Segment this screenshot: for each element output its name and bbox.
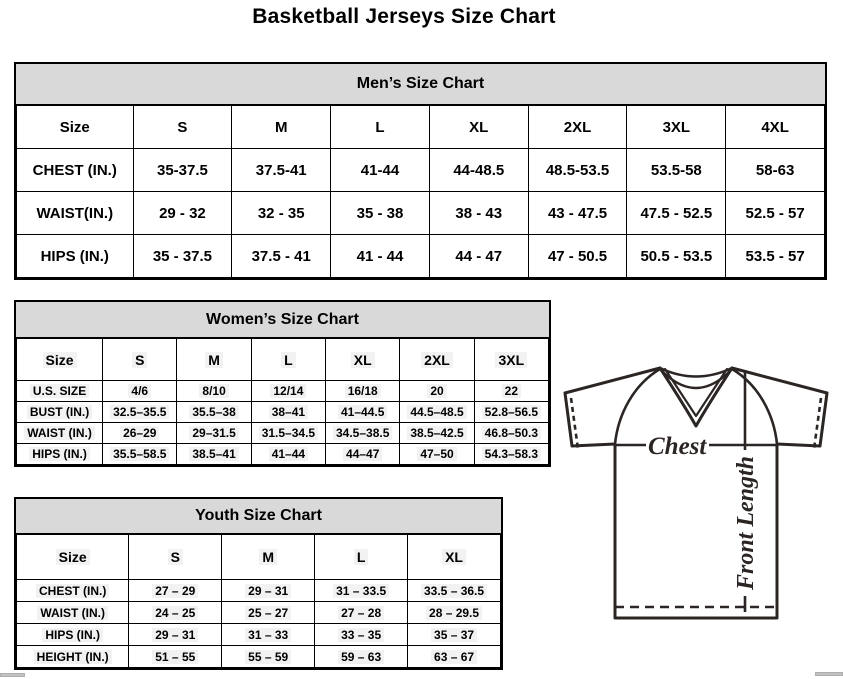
cell-value: 35 - 37.5: [152, 247, 213, 265]
header-row: [17, 339, 549, 381]
column-header-label: Size: [59, 118, 90, 136]
row-label-cell: [17, 624, 129, 646]
womens-size-chart: [14, 300, 551, 467]
cell-value: 55 – 59: [245, 650, 291, 664]
cell-value: 59 – 63: [338, 650, 384, 664]
cell-value: 31 – 33: [245, 628, 291, 642]
cell-value: 24 – 25: [152, 606, 198, 620]
table-cell: [133, 192, 232, 235]
table-cell: [315, 580, 408, 602]
column-header-label: L: [375, 118, 385, 136]
row-label: BUST (IN.): [27, 405, 92, 419]
cell-value: 37.5-41: [255, 161, 307, 179]
cell-value: 44–47: [343, 447, 382, 461]
row-label: CHEST (IN.): [36, 584, 109, 598]
table-row: [17, 580, 501, 602]
table-cell: [103, 423, 177, 444]
scrollbar-thumb-left[interactable]: [0, 673, 25, 677]
row-label-cell: [17, 381, 103, 402]
column-header: [251, 339, 325, 381]
cell-value: 53.5-58: [650, 161, 702, 179]
table-cell: [429, 235, 528, 278]
cell-value: 35.5–38: [189, 405, 238, 419]
table-cell: [232, 192, 331, 235]
table-cell: [103, 444, 177, 465]
cell-value: 37.5 - 41: [251, 247, 311, 265]
cell-value: 25 – 27: [245, 606, 291, 620]
mens-size-table: [16, 105, 825, 278]
cell-value: 52.5 - 57: [745, 204, 805, 222]
dashed-seam-lines: [571, 398, 821, 607]
cell-value: 28 – 29.5: [426, 606, 482, 620]
cell-value: 27 – 29: [152, 584, 198, 598]
table-cell: [133, 149, 232, 192]
table-cell: [315, 602, 408, 624]
table-cell: [133, 235, 232, 278]
column-header-label: 2XL: [563, 118, 592, 136]
table-cell: [528, 149, 627, 192]
table-cell: [251, 423, 325, 444]
youth-table-body: [17, 580, 501, 668]
row-label: WAIST (IN.): [24, 426, 95, 440]
table-cell: [331, 235, 430, 278]
cell-value: 47 - 50.5: [547, 247, 608, 265]
cell-value: 29 – 31: [152, 628, 198, 642]
table-row: [17, 235, 825, 278]
cell-value: 33.5 – 36.5: [421, 584, 487, 598]
column-header: [17, 106, 134, 149]
cell-value: 43 - 47.5: [547, 204, 608, 222]
table-cell: [222, 602, 315, 624]
row-label: CHEST (IN.): [32, 161, 117, 179]
column-header-label: S: [168, 549, 183, 565]
table-cell: [400, 423, 474, 444]
column-header-label: 3XL: [662, 118, 691, 136]
cell-value: 38.5–41: [189, 447, 238, 461]
table-cell: [103, 402, 177, 423]
table-cell: [408, 624, 501, 646]
cell-value: 12/14: [270, 384, 306, 398]
cell-value: 32 - 35: [257, 204, 305, 222]
cell-value: 41–44: [269, 447, 308, 461]
table-cell: [408, 580, 501, 602]
cell-value: 58-63: [755, 161, 795, 179]
cell-value: 8/10: [199, 384, 228, 398]
column-header-label: XL: [351, 352, 375, 368]
column-header-label: Size: [56, 549, 90, 565]
column-header: [129, 535, 222, 580]
column-header: [474, 339, 548, 381]
table-row: [17, 444, 549, 465]
table-row: [17, 646, 501, 668]
column-header: [222, 535, 315, 580]
table-cell: [726, 149, 825, 192]
cell-value: 4/6: [128, 384, 151, 398]
row-label-cell: [17, 423, 103, 444]
table-cell: [726, 235, 825, 278]
womens-table-title: Women’s Size Chart: [16, 302, 549, 338]
table-row: [17, 381, 549, 402]
table-cell: [400, 381, 474, 402]
row-label-cell: [17, 235, 134, 278]
cell-value: 32.5–35.5: [110, 405, 169, 419]
table-cell: [400, 444, 474, 465]
column-header: [400, 339, 474, 381]
cell-value: 51 – 55: [152, 650, 198, 664]
table-cell: [726, 192, 825, 235]
column-header: [133, 106, 232, 149]
column-header: [408, 535, 501, 580]
column-header-label: L: [281, 352, 296, 368]
table-cell: [331, 149, 430, 192]
column-header-label: L: [354, 549, 369, 565]
table-row: [17, 602, 501, 624]
table-cell: [474, 444, 548, 465]
youth-size-table: [16, 534, 501, 668]
column-header: [528, 106, 627, 149]
column-header-label: S: [177, 118, 188, 136]
column-header: [315, 535, 408, 580]
cell-value: 38 - 43: [455, 204, 503, 222]
mens-table-body: [17, 149, 825, 278]
table-cell: [331, 192, 430, 235]
page-title: Basketball Jerseys Size Chart: [252, 5, 556, 28]
table-cell: [103, 381, 177, 402]
cell-value: 54.3–58.3: [482, 447, 541, 461]
table-cell: [474, 402, 548, 423]
table-cell: [232, 235, 331, 278]
table-cell: [222, 624, 315, 646]
cell-value: 35-37.5: [156, 161, 208, 179]
cell-value: 20: [427, 384, 446, 398]
table-cell: [326, 381, 400, 402]
cell-value: 53.5 - 57: [745, 247, 805, 265]
column-header: [326, 339, 400, 381]
cell-value: 41-44: [360, 161, 400, 179]
table-cell: [251, 444, 325, 465]
column-header: [17, 535, 129, 580]
column-header-label: 3XL: [495, 352, 527, 368]
cell-value: 16/18: [345, 384, 381, 398]
cell-value: 38.5–42.5: [407, 426, 466, 440]
cell-value: 38–41: [269, 405, 308, 419]
table-cell: [627, 192, 726, 235]
table-cell: [177, 444, 251, 465]
womens-table-head: [17, 339, 549, 381]
cell-value: 47.5 - 52.5: [640, 204, 713, 222]
youth-table-head: [17, 535, 501, 580]
header-row: [17, 535, 501, 580]
column-header-label: M: [259, 549, 277, 565]
jersey-outline: [565, 368, 827, 618]
table-cell: [429, 192, 528, 235]
column-header: [103, 339, 177, 381]
mens-table-head: [17, 106, 825, 149]
cell-value: 31 – 33.5: [333, 584, 389, 598]
table-cell: [251, 402, 325, 423]
table-cell: [326, 423, 400, 444]
row-label-cell: [17, 192, 134, 235]
table-cell: [326, 402, 400, 423]
column-header: [429, 106, 528, 149]
chest-label: Chest: [648, 433, 707, 460]
column-header: [232, 106, 331, 149]
cell-value: 47–50: [417, 447, 456, 461]
column-header-label: S: [132, 352, 147, 368]
table-cell: [232, 149, 331, 192]
table-cell: [251, 381, 325, 402]
table-row: [17, 149, 825, 192]
cell-value: 29 – 31: [245, 584, 291, 598]
youth-table-title: Youth Size Chart: [16, 499, 501, 534]
cell-value: 26–29: [120, 426, 159, 440]
cell-value: 44-48.5: [453, 161, 505, 179]
column-header-label: 2XL: [421, 352, 453, 368]
womens-size-table: [16, 338, 549, 465]
table-cell: [474, 423, 548, 444]
youth-size-chart: [14, 497, 503, 670]
row-label: U.S. SIZE: [30, 384, 89, 398]
column-header-label: XL: [469, 118, 489, 136]
cell-value: 34.5–38.5: [333, 426, 392, 440]
table-cell: [528, 235, 627, 278]
table-cell: [429, 149, 528, 192]
cell-value: 22: [502, 384, 521, 398]
row-label-cell: [17, 402, 103, 423]
table-cell: [627, 235, 726, 278]
table-row: [17, 624, 501, 646]
table-cell: [408, 602, 501, 624]
table-cell: [129, 602, 222, 624]
cell-value: 46.8–50.3: [482, 426, 541, 440]
column-header: [177, 339, 251, 381]
mens-size-chart: [14, 62, 827, 280]
cell-value: 41–44.5: [338, 405, 387, 419]
womens-table-body: [17, 381, 549, 465]
table-cell: [627, 149, 726, 192]
row-label: WAIST (IN.): [37, 606, 108, 620]
row-label-cell: [17, 149, 134, 192]
cell-value: 41 - 44: [356, 247, 404, 265]
table-cell: [177, 423, 251, 444]
table-cell: [129, 646, 222, 668]
table-cell: [315, 624, 408, 646]
header-row: [17, 106, 825, 149]
row-label-cell: [17, 602, 129, 624]
jersey-diagram: [558, 358, 841, 626]
table-cell: [129, 580, 222, 602]
row-label: HIPS (IN.): [29, 447, 90, 461]
cell-value: 35 - 38: [356, 204, 404, 222]
table-cell: [326, 444, 400, 465]
column-header-label: Size: [43, 352, 77, 368]
scrollbar-thumb-right[interactable]: [815, 672, 843, 676]
column-header: [627, 106, 726, 149]
cell-value: 31.5–34.5: [259, 426, 318, 440]
table-row: [17, 423, 549, 444]
cell-value: 29–31.5: [189, 426, 238, 440]
row-label: HEIGHT (IN.): [34, 650, 112, 664]
column-header: [726, 106, 825, 149]
cell-value: 33 – 35: [338, 628, 384, 642]
table-cell: [177, 402, 251, 423]
cell-value: 29 - 32: [159, 204, 206, 222]
cell-value: 48.5-53.5: [545, 161, 610, 179]
cell-value: 35 – 37: [431, 628, 477, 642]
row-label-cell: [17, 444, 103, 465]
cell-value: 63 – 67: [431, 650, 477, 664]
cell-value: 52.8–56.5: [482, 405, 541, 419]
table-cell: [408, 646, 501, 668]
row-label: HIPS (IN.): [42, 628, 103, 642]
table-cell: [315, 646, 408, 668]
cell-value: 35.5–58.5: [110, 447, 169, 461]
cell-value: 44 - 47: [455, 247, 503, 265]
mens-table-title: Men’s Size Chart: [16, 64, 825, 105]
column-header-label: 4XL: [761, 118, 789, 136]
table-row: [17, 192, 825, 235]
table-cell: [474, 381, 548, 402]
row-label: HIPS (IN.): [40, 247, 109, 265]
table-cell: [177, 381, 251, 402]
column-header: [17, 339, 103, 381]
cell-value: 44.5–48.5: [407, 405, 466, 419]
table-cell: [222, 646, 315, 668]
table-cell: [400, 402, 474, 423]
cell-value: 50.5 - 53.5: [640, 247, 713, 265]
row-label: WAIST(IN.): [36, 204, 114, 222]
column-header: [331, 106, 430, 149]
column-header-label: M: [274, 118, 288, 136]
column-header-label: M: [205, 352, 223, 368]
column-header-label: XL: [442, 549, 466, 565]
row-label-cell: [17, 580, 129, 602]
table-row: [17, 402, 549, 423]
table-cell: [222, 580, 315, 602]
cell-value: 27 – 28: [338, 606, 384, 620]
table-cell: [129, 624, 222, 646]
front-length-label: Front Length: [733, 455, 759, 591]
table-cell: [528, 192, 627, 235]
row-label-cell: [17, 646, 129, 668]
